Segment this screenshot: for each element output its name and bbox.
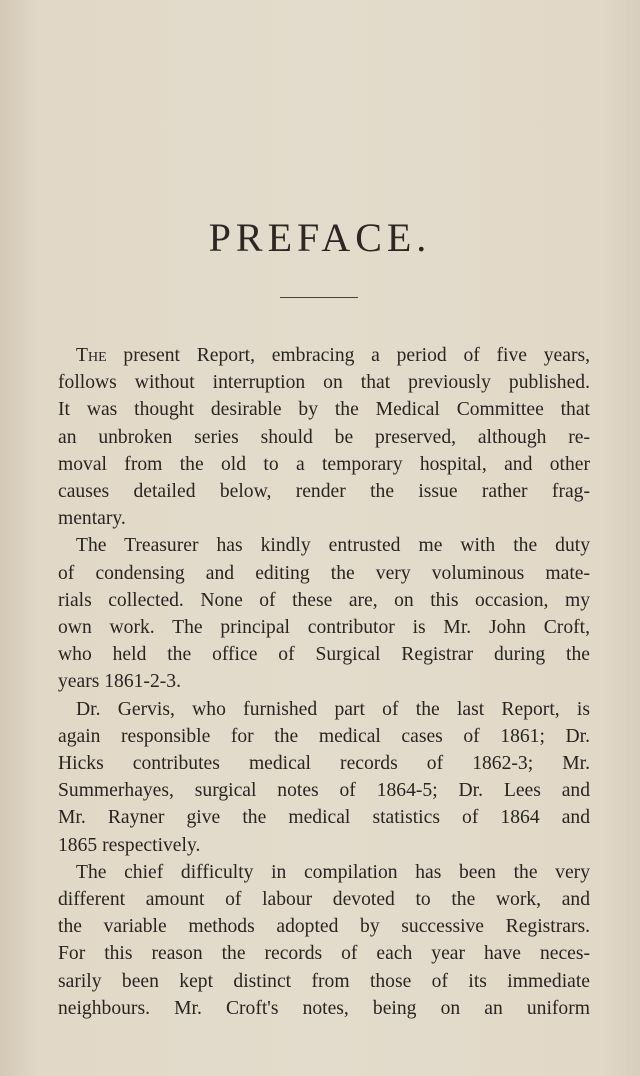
text-line: It was thought desirable by the Medical Committee that [58, 399, 590, 421]
text-line: who held the office of Surgical Registrar during the [58, 644, 590, 666]
text-line: sarily been kept distinct from those of its immediate [58, 970, 590, 992]
paragraph-2 [58, 532, 590, 695]
text-line: years 1861-2-3. [58, 671, 181, 693]
text-line: The present Report, embracing a period of five years, [76, 345, 590, 366]
preface-body [58, 342, 590, 1022]
text-line: of condensing and editing the very voluminous mate- [58, 562, 590, 584]
text-line: For this reason the records of each year have neces- [58, 943, 590, 965]
text-line: Dr. Gervis, who furnished part of the last Report, is [76, 698, 590, 720]
text-line: different amount of labour devoted to the work, and [58, 889, 590, 911]
text-line: neighbours. Mr. Croft's notes, being on an uniform [58, 997, 590, 1019]
text-line: the variable methods adopted by successive Registrars. [58, 916, 590, 938]
text-line: mentary. [58, 508, 126, 530]
text-line: 1865 respectively. [58, 834, 201, 856]
page-title: PREFACE. [208, 215, 432, 260]
paragraph-4 [58, 859, 590, 1022]
text-line: The chief difficulty in compilation has been the very [76, 861, 590, 883]
text-line: Hicks contributes medical records of 1862-3; Mr. [58, 753, 590, 775]
text-line: Summerhayes, surgical notes of 1864-5; Dr. Lees and [58, 780, 590, 802]
text-line: again responsible for the medical cases of 1861; Dr. [58, 725, 590, 747]
text-line: moval from the old to a temporary hospital, and other [58, 453, 590, 475]
text-line: an unbroken series should be preserved, although re- [58, 426, 590, 448]
paragraph-1 [58, 342, 590, 532]
text-line: Mr. Rayner give the medical statistics of 1864 and [58, 807, 590, 829]
text-line: rials collected. None of these are, on this occasion, my [58, 589, 590, 611]
text-line: causes detailed below, render the issue rather frag- [58, 481, 590, 503]
text-line: The Treasurer has kindly entrusted me with the duty [76, 535, 590, 557]
title-rule [280, 297, 358, 298]
text-line: follows without interruption on that previously published. [58, 372, 590, 394]
paragraph-3 [58, 696, 590, 859]
text-line: own work. The principal contributor is Mr. John Croft, [58, 617, 590, 639]
